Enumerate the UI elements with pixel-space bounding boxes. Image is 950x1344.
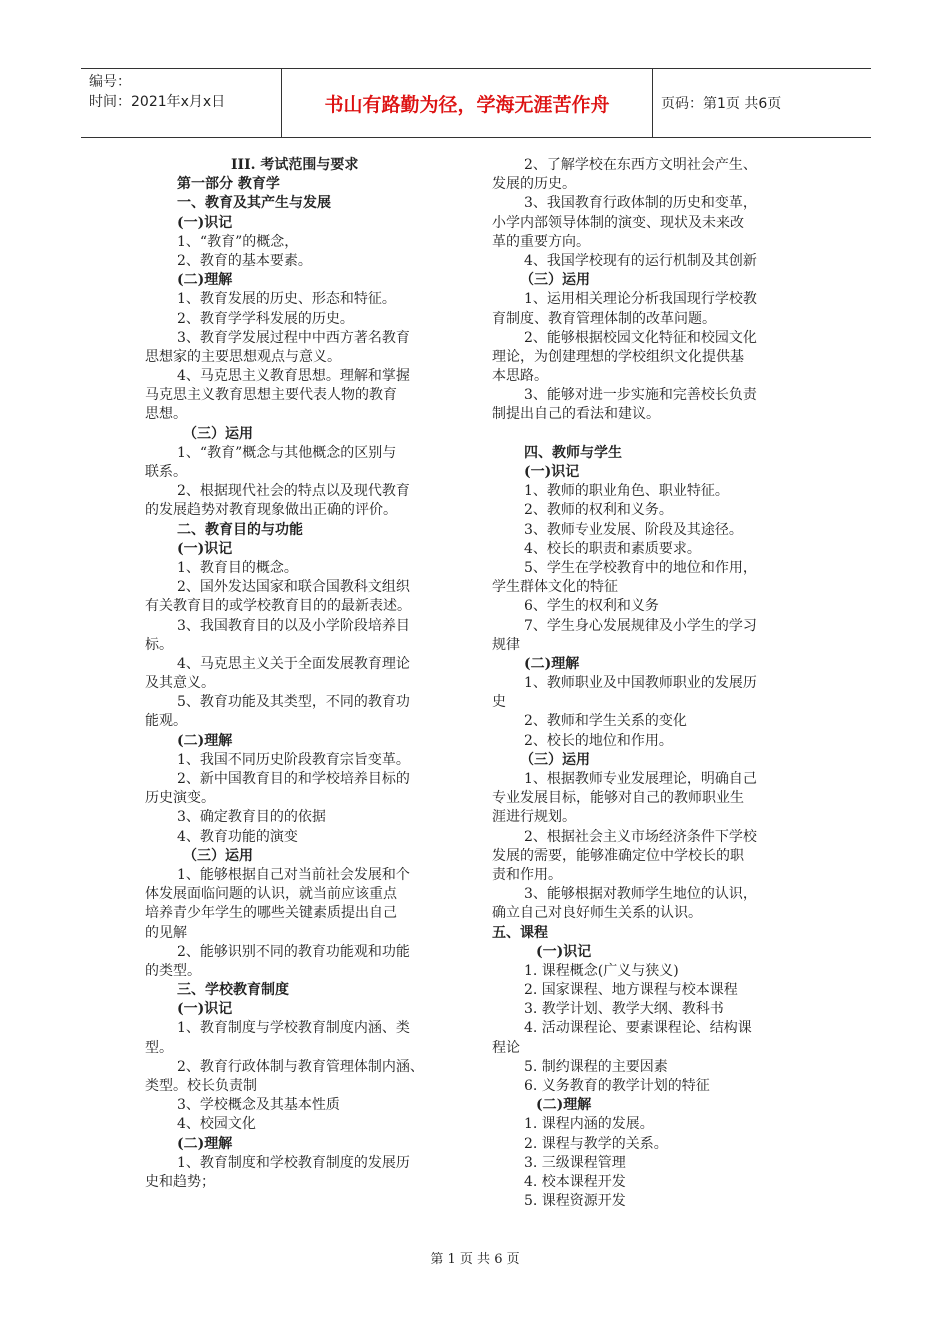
text-line: 标。 (145, 636, 173, 653)
text-line: 5. 制约课程的主要因素 (524, 1058, 668, 1075)
text-line: 3、学校概念及其基本性质 (177, 1097, 340, 1114)
text-line: 1、教育目的概念。 (177, 559, 298, 576)
text-line: 发展的需要，能够准确定位中学校长的职 (492, 847, 744, 864)
text-line: 6、学生的权利和义务 (524, 598, 659, 615)
header-page-label: 页码：第1页 共6页 (661, 96, 782, 112)
section-heading: （三）运用 (183, 425, 253, 442)
text-line: 1、根据教师专业发展理论，明确自己 (524, 771, 757, 787)
section-heading: 一、教育及其产生与发展 (177, 195, 331, 212)
text-line: 1、运用相关理论分析我国现行学校教 (524, 291, 757, 308)
text-line: 2、根据现代社会的特点以及现代教育 (177, 483, 410, 500)
number-label: 编号： (89, 74, 131, 90)
text-line: 1、教师职业及中国教师职业的发展历 (524, 675, 757, 692)
text-line: 程论 (492, 1039, 520, 1056)
text-line: 发展的历史。 (492, 176, 576, 193)
text-line: 1、“教育”的概念， (177, 233, 299, 250)
text-line: 型。 (145, 1039, 173, 1056)
text-line: 历史演变。 (145, 790, 215, 807)
section-heading: (二)理解 (177, 732, 233, 749)
section-heading: (二)理解 (177, 1135, 233, 1152)
text-line: 4. 校本课程开发 (524, 1173, 626, 1190)
text-line: 体发展面临问题的认识，就当前应该重点 (145, 886, 397, 903)
text-line: 1. 课程内涵的发展。 (524, 1116, 654, 1133)
text-line: 及其意义。 (145, 675, 215, 692)
text-line: 2、教育的基本要素。 (177, 252, 312, 269)
section-heading: (一)识记 (536, 943, 592, 960)
text-line: 3、能够对进一步实施和完善校长负责 (524, 387, 757, 404)
text-line: 1、“教育”概念与其他概念的区别与 (177, 444, 397, 461)
text-line: 革的重要方向。 (492, 233, 590, 250)
text-line: 规律 (492, 636, 520, 653)
text-line: 制提出自己的看法和建议。 (492, 406, 660, 423)
text-line: 2、教育行政体制与教育管理体制内涵、 (177, 1058, 424, 1075)
text-line: 2. 国家课程、地方课程与校本课程 (524, 982, 738, 999)
text-line: 理论，为创建理想的学校组织文化提供基 (492, 348, 744, 365)
time-label: 时间：2021年x月x日 (89, 94, 226, 110)
text-line: 2、校长的地位和作用。 (524, 732, 673, 749)
text-line: 2、根据社会主义市场经济条件下学校 (524, 828, 757, 845)
section-heading: (一)识记 (177, 214, 233, 231)
text-line: 培养青少年学生的哪些关键素质提出自己 (145, 905, 397, 922)
text-line: 2、能够根据校园文化特征和校园文化 (524, 329, 757, 346)
text-line: 4、教育功能的演变 (177, 828, 298, 845)
text-line: 4、校长的职责和素质要求。 (524, 540, 701, 557)
text-line: 能观。 (145, 713, 187, 730)
text-line: 4、马克思主义关于全面发展教育理论 (177, 655, 410, 672)
text-line: 小学内部领导体制的演变、现状及未来改 (492, 214, 744, 231)
section-heading: 二、教育目的与功能 (177, 521, 303, 538)
text-line: 的发展趋势对教育现象做出正确的评价。 (145, 502, 397, 519)
text-line: 2、教育学学科发展的历史。 (177, 310, 354, 327)
section-heading: (二)理解 (524, 655, 580, 672)
header-meta (81, 69, 282, 137)
text-line: 3、我国教育目的以及小学阶段培养目 (177, 617, 410, 634)
text-line: 4、马克思主义教育思想。理解和掌握 (177, 368, 410, 385)
page-footer: 第 1 页 共 6 页 (430, 1252, 520, 1267)
text-line: 思想。 (145, 406, 187, 423)
left-column (145, 156, 463, 1192)
text-line: 3、教师专业发展、阶段及其途径。 (524, 521, 743, 538)
text-line: 责和作用。 (492, 866, 562, 883)
text-line: 5、学生在学校教育中的地位和作用， (524, 559, 757, 576)
text-line: 史和趋势； (145, 1173, 215, 1190)
text-line: 的见解 (145, 924, 187, 941)
text-line: 2、新中国教育目的和学校培养目标的 (177, 771, 410, 787)
text-line: 2、国外发达国家和联合国教科文组织 (177, 579, 410, 596)
section-heading: 三、学校教育制度 (177, 982, 289, 999)
text-line: 6. 义务教育的教学计划的特征 (524, 1078, 710, 1094)
text-line: 有关教育目的或学校教育目的的最新表述。 (145, 598, 411, 615)
text-line: 1、教育制度与学校教育制度内涵、类 (177, 1020, 410, 1037)
text-line: 思想家的主要思想观点与意义。 (145, 348, 341, 365)
text-line: 专业发展目标，能够对自己的教师职业生 (492, 790, 744, 807)
text-line: 2. 课程与教学的关系。 (524, 1135, 668, 1152)
text-line: 7、学生身心发展规律及小学生的学习 (524, 617, 757, 634)
text-line: 2、教师和学生关系的变化 (524, 713, 687, 730)
text-line: 3、确定教育目的的依据 (177, 809, 326, 826)
text-line: 马克思主义教育思想主要代表人物的教育 (145, 387, 397, 404)
text-line: 3、能够根据对教师学生地位的认识， (524, 886, 757, 903)
text-line: 4、我国学校现有的运行机制及其创新 (524, 252, 757, 269)
section-heading: III. 考试范围与要求 (231, 157, 359, 173)
text-line: 本思路。 (492, 368, 548, 385)
text-line: 1、教育发展的历史、形态和特征。 (177, 291, 396, 308)
text-line: 3、我国教育行政体制的历史和变革， (524, 195, 757, 212)
text-line: 4. 活动课程论、要素课程论、结构课 (524, 1020, 752, 1037)
text-line: 2、能够识别不同的教育功能观和功能 (177, 943, 410, 960)
section-heading: (一)识记 (177, 540, 233, 557)
section-heading: (一)识记 (177, 1001, 233, 1018)
page-header (81, 68, 871, 138)
section-heading: (一)识记 (524, 464, 580, 480)
text-line: 联系。 (145, 464, 187, 480)
text-line: 学生群体文化的特征 (492, 579, 618, 596)
section-heading: （三）运用 (183, 847, 253, 864)
text-line: 1、能够根据自己对当前社会发展和个 (177, 866, 410, 883)
text-line: 类型。校长负责制 (145, 1078, 257, 1094)
text-line: 确立自己对良好师生关系的认识。 (492, 905, 702, 922)
text-line: 的类型。 (145, 962, 201, 979)
section-heading: (二)理解 (177, 272, 233, 289)
section-heading: 五、课程 (492, 924, 548, 941)
text-line: 史 (492, 694, 506, 711)
header-motto: 书山有路勤为径，学海无涯苦作舟 (282, 69, 653, 137)
text-line: 5. 课程资源开发 (524, 1193, 626, 1210)
section-heading: 四、教师与学生 (524, 444, 622, 461)
section-heading: （三）运用 (520, 751, 590, 768)
text-line: 1、我国不同历史阶段教育宗旨变革。 (177, 751, 410, 768)
text-line: 育制度、教育管理体制的改革问题。 (492, 310, 716, 327)
blank-line (492, 425, 810, 444)
text-line: 1. 课程概念(广义与狭义) (524, 962, 679, 979)
text-line: 3、教育学发展过程中中西方著名教育 (177, 329, 410, 346)
text-line: 4、校园文化 (177, 1116, 256, 1133)
section-heading: 第一部分 教育学 (177, 176, 280, 193)
text-line: 2、教师的权利和义务。 (524, 502, 673, 519)
text-line: 1、教师的职业角色、职业特征。 (524, 483, 729, 500)
text-line: 1、教育制度和学校教育制度的发展历 (177, 1154, 410, 1171)
text-line: 3. 教学计划、教学大纲、教科书 (524, 1001, 724, 1018)
text-line: 3. 三级课程管理 (524, 1154, 626, 1171)
text-line: 涯进行规划。 (492, 809, 576, 826)
section-heading: (二)理解 (536, 1097, 592, 1114)
right-column (492, 156, 810, 1211)
text-line: 2、了解学校在东西方文明社会产生、 (524, 157, 757, 173)
section-heading: （三）运用 (520, 272, 590, 289)
text-line: 5、教育功能及其类型，不同的教育功 (177, 694, 410, 711)
